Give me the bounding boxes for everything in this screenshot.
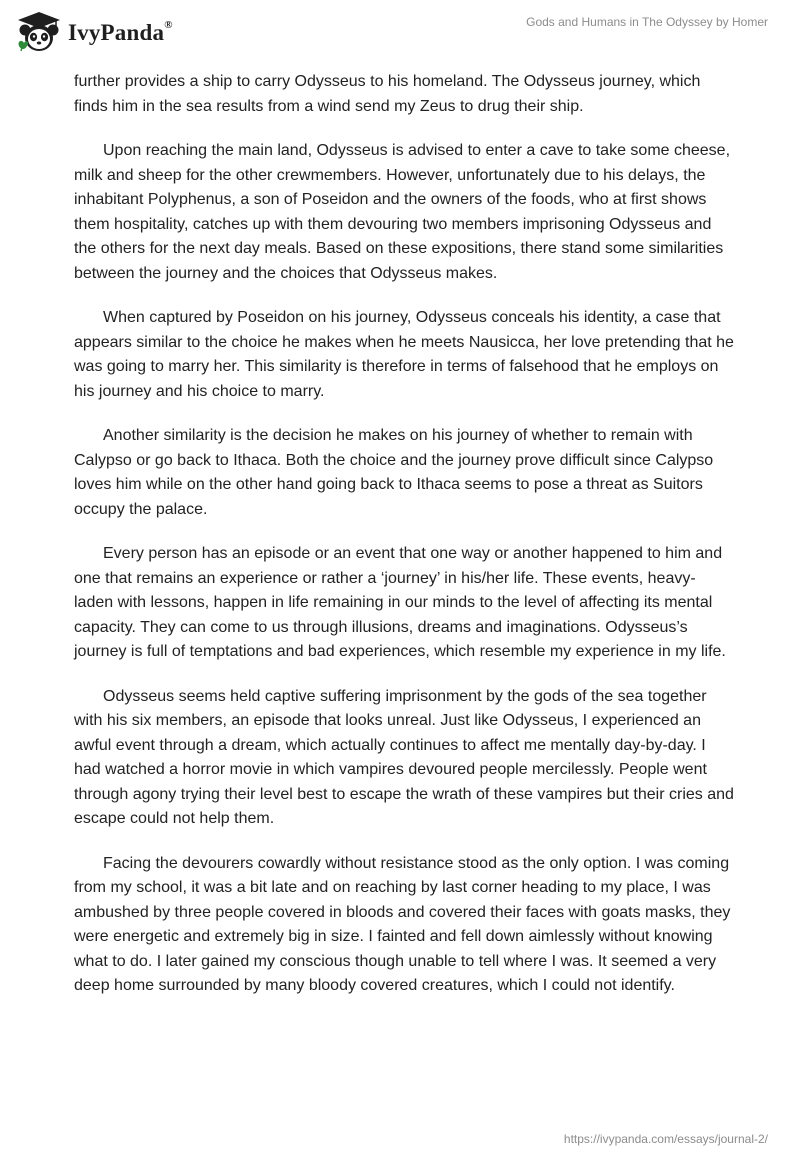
essay-body (74, 70, 734, 1019)
page-header (0, 0, 800, 70)
paragraph: Every person has an episode or an event that one way or another happened to him and one that remains an experience or rather a ‘journey’ in his/her life. These events, heavy-laden with lessons, happen in life remaining in our minds to the level of affecting its mental capacity. They can come to us through illusions, dreams and imaginations. Odysseus’s journey is full of temptations and bad experiences, which resemble my experience in my life. (74, 545, 726, 660)
paragraph: Another similarity is the decision he makes on his journey of whether to remain with Calypso or go back to Ithaca. Both the choice and the journey prove difficult since Calypso loves him while on the other hand going back to Ithaca seems to pose a threat as Suitors occupy the palace. (74, 427, 714, 518)
paragraph: further provides a ship to carry Odysseus to his homeland. The Odysseus journey, which finds him in the sea results from a wind send my Zeus to drug their ship. (74, 73, 701, 115)
panda-graduate-icon (16, 10, 62, 54)
paragraph: Upon reaching the main land, Odysseus is advised to enter a cave to take some cheese, milk and sheep for the other crewmembers. However, unfortunately due to his delays, the inhabitant Polyphenus, a son of Poseidon and the owners of the foods, who at first shows them hospitality, catches up with them devouring two members imprisoning Odysseus and the others for the next day meals. Based on these expositions, there stand some similarities between the journey and the choices that Odysseus makes. (74, 142, 731, 282)
ivypanda-logo[interactable] (16, 10, 173, 54)
document-title: Gods and Humans in The Odyssey by Homer (526, 15, 768, 29)
source-url[interactable]: https://ivypanda.com/essays/journal-2/ (563, 1132, 768, 1146)
paragraph: When captured by Poseidon on his journey, Odysseus conceals his identity, a case that appears similar to the choice he makes when he meets Nausicca, her love pretending that he was going to marry her. This similarity is therefore in terms of falsehood that he employs on his journey and his choice to marry. (74, 309, 734, 400)
paragraph: Facing the devourers cowardly without resistance stood as the only option. I was coming from my school, it was a bit late and on reaching by last corner heading to my place, I was ambushed by three people covered in bloods and covered their faces with goats masks, they were energetic and extremely big in size. I fainted and fell down aimlessly without knowing what to do. I later gained my conscious though unable to tell where I was. It seemed a very deep home surrounded by many bloody covered creatures, which I could not identify. (74, 854, 731, 994)
brand-name: IvyPanda® (68, 19, 173, 45)
paragraph: Odysseus seems held captive suffering imprisonment by the gods of the sea together with his six members, an episode that looks unreal. Just like Odysseus, I experienced an awful event through a dream, which actually continues to affect me mentally day-by-day. I had watched a horror movie in which vampires devoured people mercilessly. People went through agony trying their level best to escape the wrath of these vampires but their cries and escape could not help them. (74, 687, 734, 827)
